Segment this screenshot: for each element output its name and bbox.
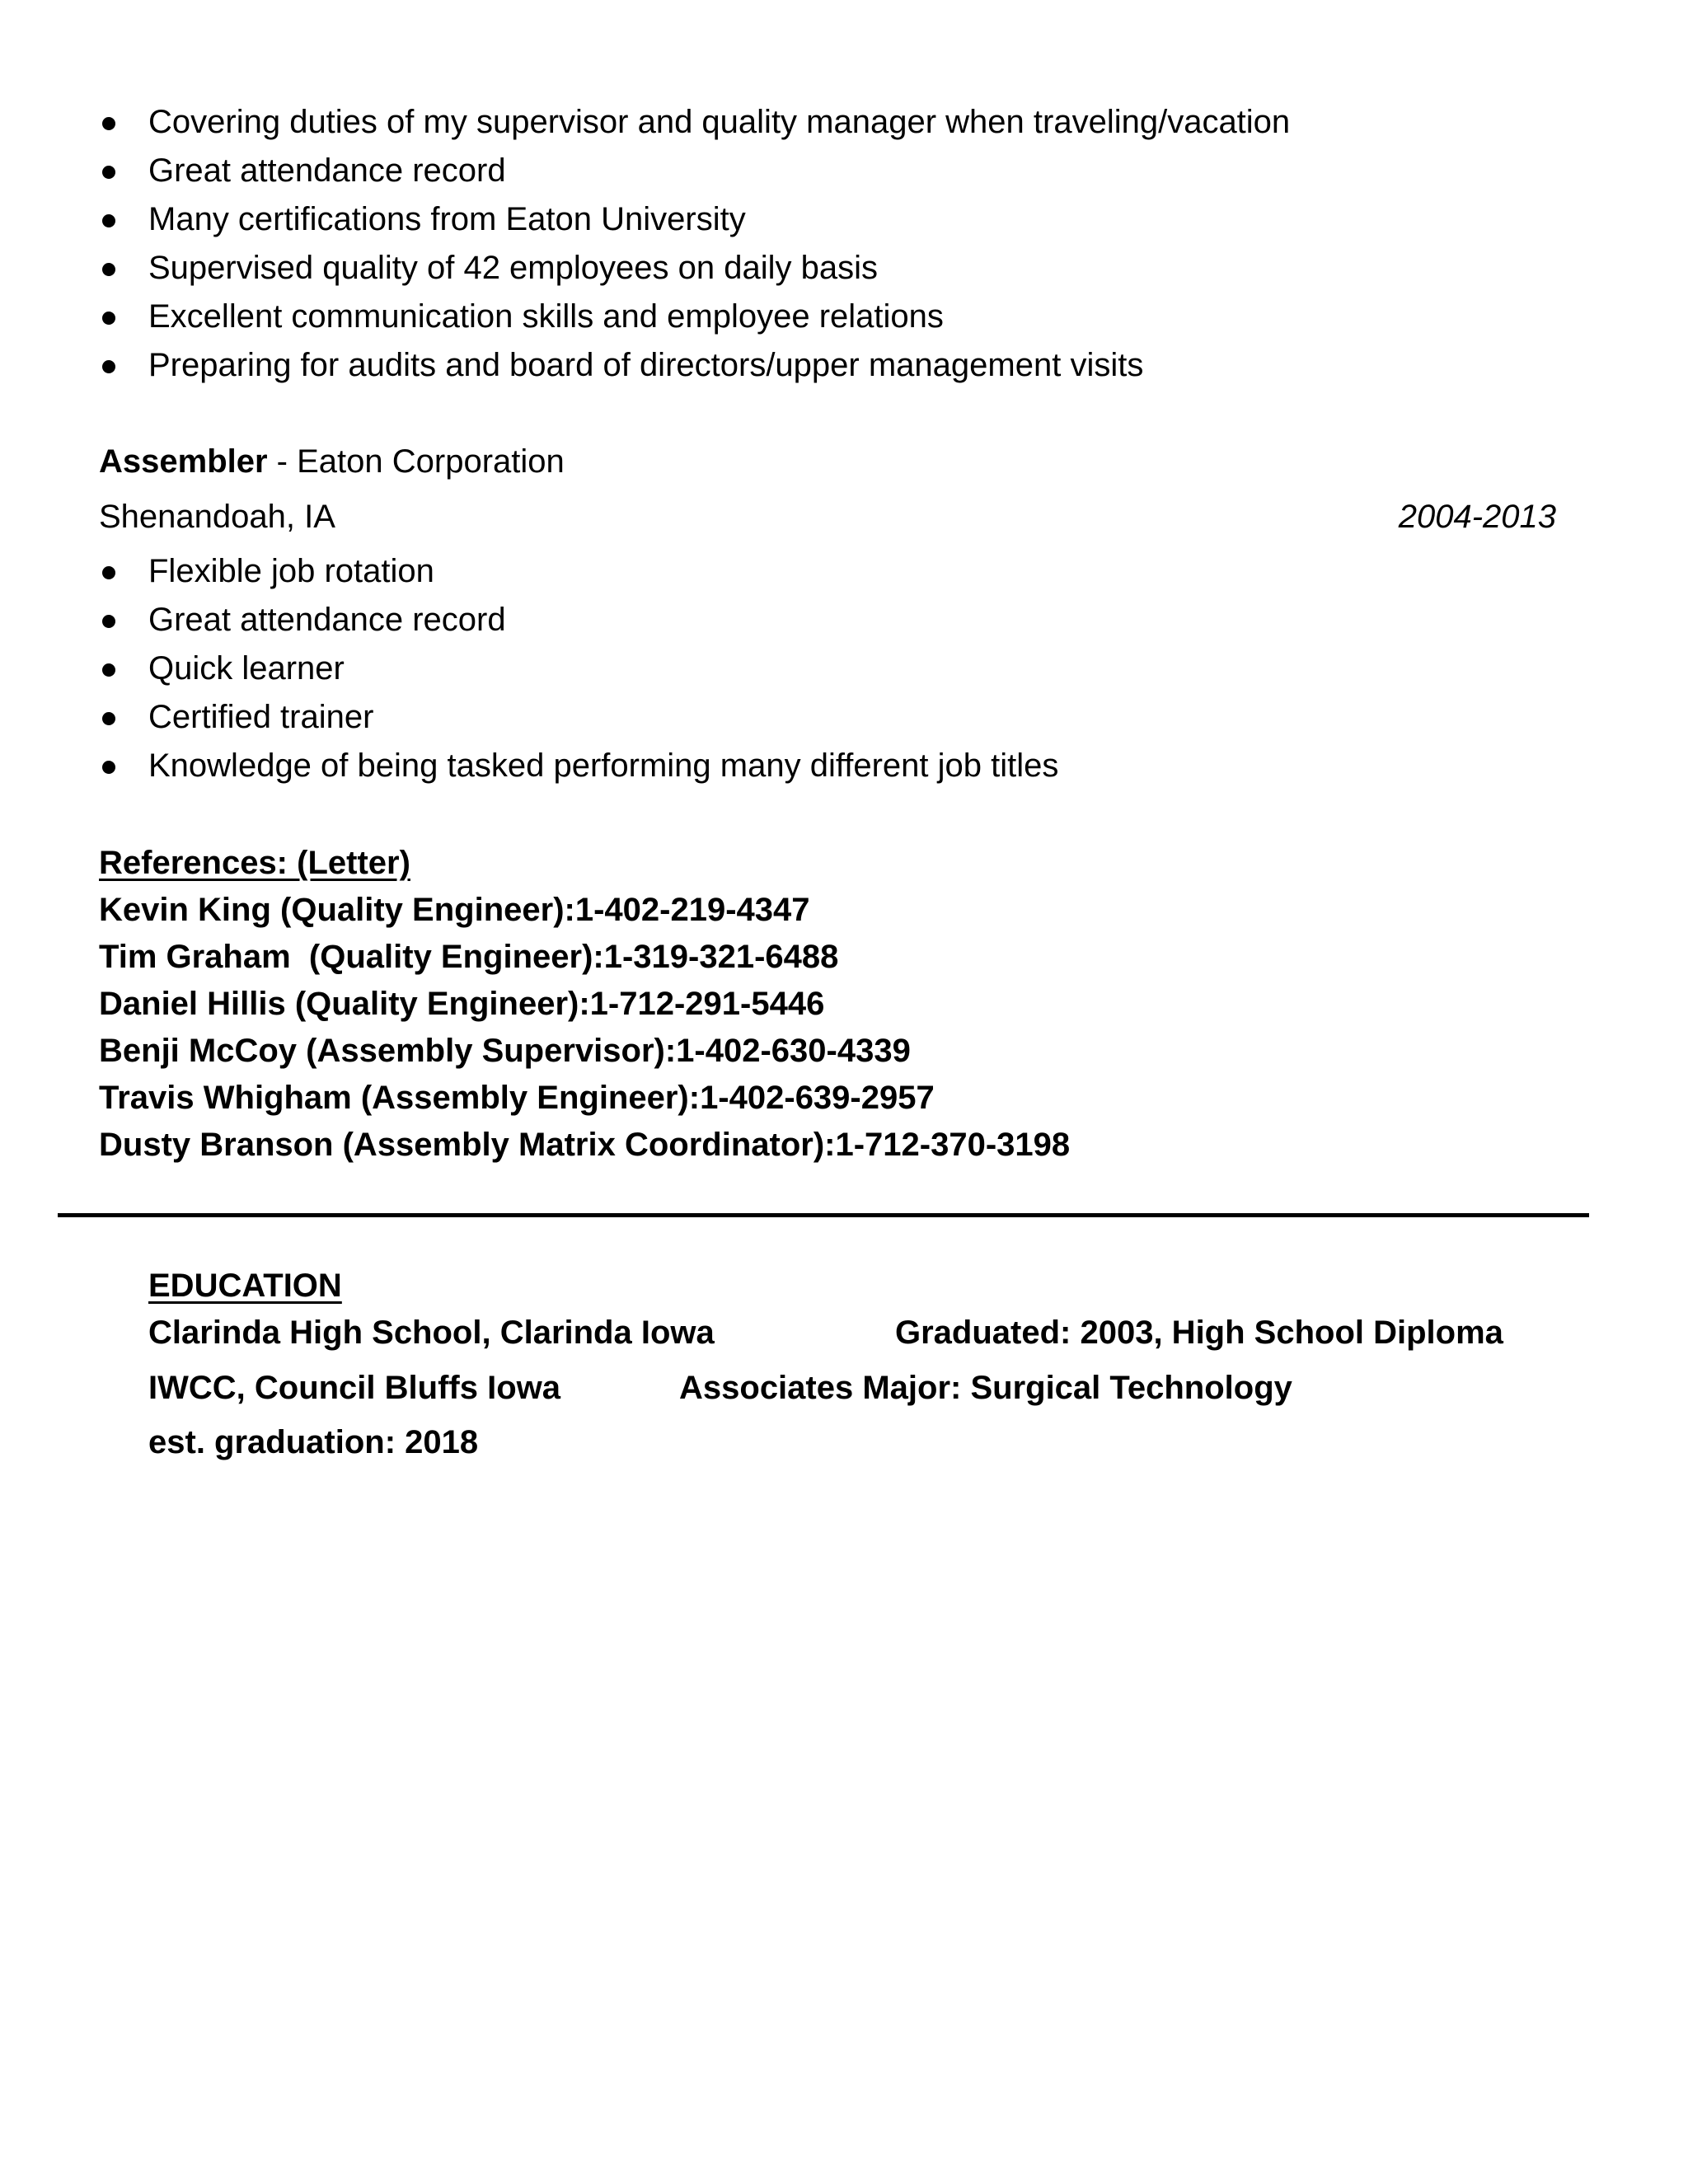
list-item: Great attendance record <box>99 603 1058 652</box>
job-company: Eaton Corporation <box>297 443 565 480</box>
references-section <box>99 846 1070 1175</box>
bullet-icon <box>102 312 115 325</box>
list-item: Many certifications from Eaton University <box>99 203 1290 251</box>
education-school-1-detail: Graduated: 2003, High School Diploma <box>895 1315 1503 1351</box>
bullet-icon <box>102 761 115 774</box>
education-school-1: Clarinda High School, Clarinda Iowa <box>148 1315 715 1351</box>
references-heading: References: (Letter) <box>99 845 410 881</box>
job-location: Shenandoah, IA <box>99 499 335 535</box>
reference-item: Travis Whigham (Assembly Engineer):1-402-639-2957 <box>99 1080 935 1116</box>
list-item: Covering duties of my supervisor and quality manager when traveling/vacation <box>99 105 1290 154</box>
reference-item: Kevin King (Quality Engineer):1-402-219-4347 <box>99 892 810 928</box>
list-item: Preparing for audits and board of directors/upper management visits <box>99 349 1290 397</box>
education-school-2-note: est. graduation: 2018 <box>148 1424 479 1460</box>
bullet-icon <box>102 360 115 373</box>
list-item: Quick learner <box>99 652 1058 701</box>
bullet-icon <box>102 566 115 579</box>
list-item: Excellent communication skills and employee relations <box>99 300 1290 349</box>
bullet-icon <box>102 712 115 725</box>
list-item: Great attendance record <box>99 154 1290 203</box>
job-separator: - <box>267 443 298 480</box>
list-item: Knowledge of being tasked performing many different job titles <box>99 749 1058 798</box>
reference-item: Dusty Branson (Assembly Matrix Coordinator):1-712-370-3198 <box>99 1127 1071 1163</box>
list-item: Supervised quality of 42 employees on daily basis <box>99 251 1290 300</box>
bullet-icon <box>102 263 115 276</box>
assembler-duties-list <box>99 555 1058 798</box>
job-heading <box>99 445 565 478</box>
list-item: Flexible job rotation <box>99 555 1058 603</box>
bullet-icon <box>102 214 115 227</box>
bullet-icon <box>102 615 115 628</box>
section-divider <box>58 1213 1589 1217</box>
education-school-2-detail: Associates Major: Surgical Technology <box>679 1370 1292 1406</box>
job-duties-list <box>99 105 1290 397</box>
education-heading: EDUCATION <box>148 1268 342 1304</box>
bullet-icon <box>102 117 115 130</box>
job-title: Assembler <box>99 443 268 480</box>
reference-item: Tim Graham (Quality Engineer):1-319-321-6488 <box>99 939 839 975</box>
bullet-icon <box>102 166 115 179</box>
reference-item: Benji McCoy (Assembly Supervisor):1-402-630-4339 <box>99 1033 911 1069</box>
education-school-2: IWCC, Council Bluffs Iowa <box>148 1370 560 1406</box>
job-dates: 2004-2013 <box>1398 499 1556 535</box>
bullet-icon <box>102 663 115 677</box>
list-item: Certified trainer <box>99 701 1058 749</box>
reference-item: Daniel Hillis (Quality Engineer):1-712-291-5446 <box>99 986 825 1022</box>
